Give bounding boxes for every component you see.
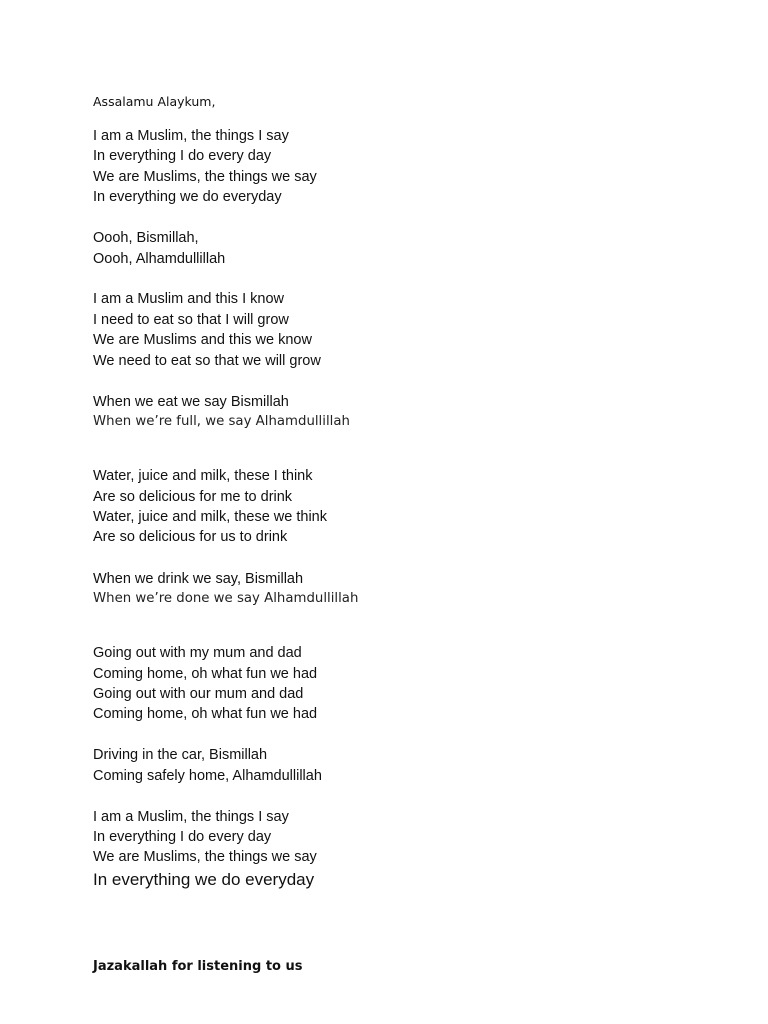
- lyric-line: Coming safely home, Alhamdullillah: [93, 768, 322, 784]
- lyric-line: In everything we do everyday: [93, 870, 315, 889]
- lyric-line: Going out with my mum and dad: [93, 645, 302, 661]
- lyric-line: When we drink we say, Bismillah: [93, 571, 304, 587]
- lyric-line: Oooh, Alhamdullillah: [93, 251, 226, 267]
- lyric-line: Water, juice and milk, these I think: [93, 468, 313, 484]
- lyric-line: I am a Muslim, the things I say: [93, 128, 289, 144]
- lyric-line: Coming home, oh what fun we had: [93, 706, 318, 722]
- lyric-line: Are so delicious for us to drink: [93, 529, 288, 545]
- lyric-line: Going out with our mum and dad: [93, 686, 304, 702]
- lyric-line: We need to eat so that we will grow: [93, 353, 321, 369]
- lyric-line: Water, juice and milk, these we think: [93, 509, 327, 525]
- lyric-line: Are so delicious for me to drink: [93, 489, 293, 505]
- lyric-line: I am a Muslim and this I know: [93, 291, 284, 307]
- lyric-line: When we eat we say Bismillah: [93, 394, 289, 410]
- lyric-line: I am a Muslim, the things I say: [93, 809, 289, 825]
- lyric-line: Oooh, Bismillah,: [93, 230, 199, 246]
- closing-line: Jazakallah for listening to us: [93, 959, 303, 974]
- lyric-line: In everything I do every day: [93, 148, 272, 164]
- greeting: Assalamu Alaykum,: [93, 94, 216, 109]
- lyric-line: We are Muslims, the things we say: [93, 849, 317, 865]
- lyric-line: We are Muslims, the things we say: [93, 169, 317, 185]
- lyric-line: In everything I do every day: [93, 829, 272, 845]
- lyric-line: When we’re done we say Alhamdullillah: [93, 591, 359, 606]
- lyric-line: I need to eat so that I will grow: [93, 312, 289, 328]
- lyric-line: Driving in the car, Bismillah: [93, 747, 268, 763]
- lyric-line: In everything we do everyday: [93, 189, 282, 205]
- lyric-line: We are Muslims and this we know: [93, 332, 312, 348]
- lyric-line: When we’re full, we say Alhamdullillah: [93, 414, 350, 429]
- lyric-line: Coming home, oh what fun we had: [93, 666, 318, 682]
